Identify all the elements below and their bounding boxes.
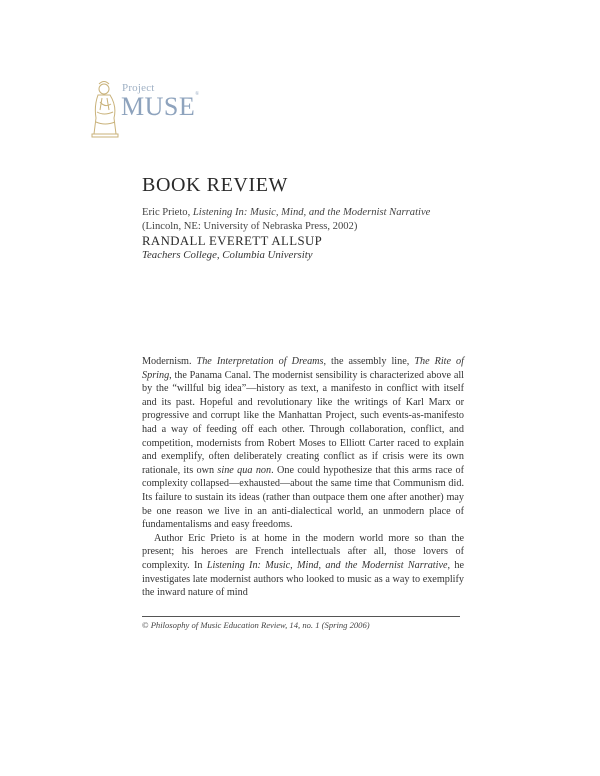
text-run: , the assembly line, [323,356,415,367]
book-title: Listening In: Music, Mind, and the Modernist Narrative [192,207,431,218]
paragraph-2 [142,532,464,600]
text-run: . One could hypothesize that this arms race of complexity collapsed—exhausted—about the same time that Communism did. Its failure to sustain its ideas (rather than outpace them one after another) may be one reason we live in an anti-dialectical world, an unmodern place of fundamentalisms and easy freedoms. [142,464,464,531]
project-muse-logo [88,78,208,140]
section-title: BOOK REVIEW [142,174,289,196]
paragraph-1 [142,355,464,532]
text-run: The Rite of Spring [142,356,464,381]
logo-muse-text: MUSE® [121,92,200,121]
muse-figure-icon [88,78,122,140]
text-run: , he investigates late modernist authors who looked to music as a way to exemplify the inward nature of mind [142,559,464,599]
text-run: The Interpretation of Dreams [196,356,324,367]
book-citation: Eric Prieto, Listening In: Music, Mind, and the Modernist Narrative (Lincoln, NE: University of Nebraska Press, 2002) [142,207,431,232]
text-run: , the Panama Canal. The modernist sensibility is characterized above all by the “willful big idea”—history as text, a manifesto in conflict with itself and its past. Hopeful and revolutionary like the writings of Karl Marx or progressive and corrupt like the Manhattan Project, such events-as-manifesto had a way of feeding off each other. Through collaboration, conflict, and competition, modernists from Robert Moses to Elliott Carter raced to explain and exemplify, often deliberately creating conflict as if crisis were its own rationale, its own [142,369,464,476]
text-run: sine qua non [217,464,272,476]
footer-divider [142,616,460,617]
text-run: Author Eric Prieto is at home in the modern world more so than the present; his heroes are French intellectuals after all, those lovers of complexity. In [142,532,464,571]
review-author: RANDALL EVERETT ALLSUP [142,234,323,248]
journal-footer: © Philosophy of Music Education Review, 14, no. 1 (Spring 2006) [142,620,370,630]
review-body [142,355,464,600]
logo-project-text: Project [122,82,155,94]
text-run: Modernism. [142,356,197,367]
text-run: Listening In: Music, Mind, and the Modernist Narrative [206,559,448,571]
author-affiliation: Teachers College, Columbia University [142,249,313,261]
